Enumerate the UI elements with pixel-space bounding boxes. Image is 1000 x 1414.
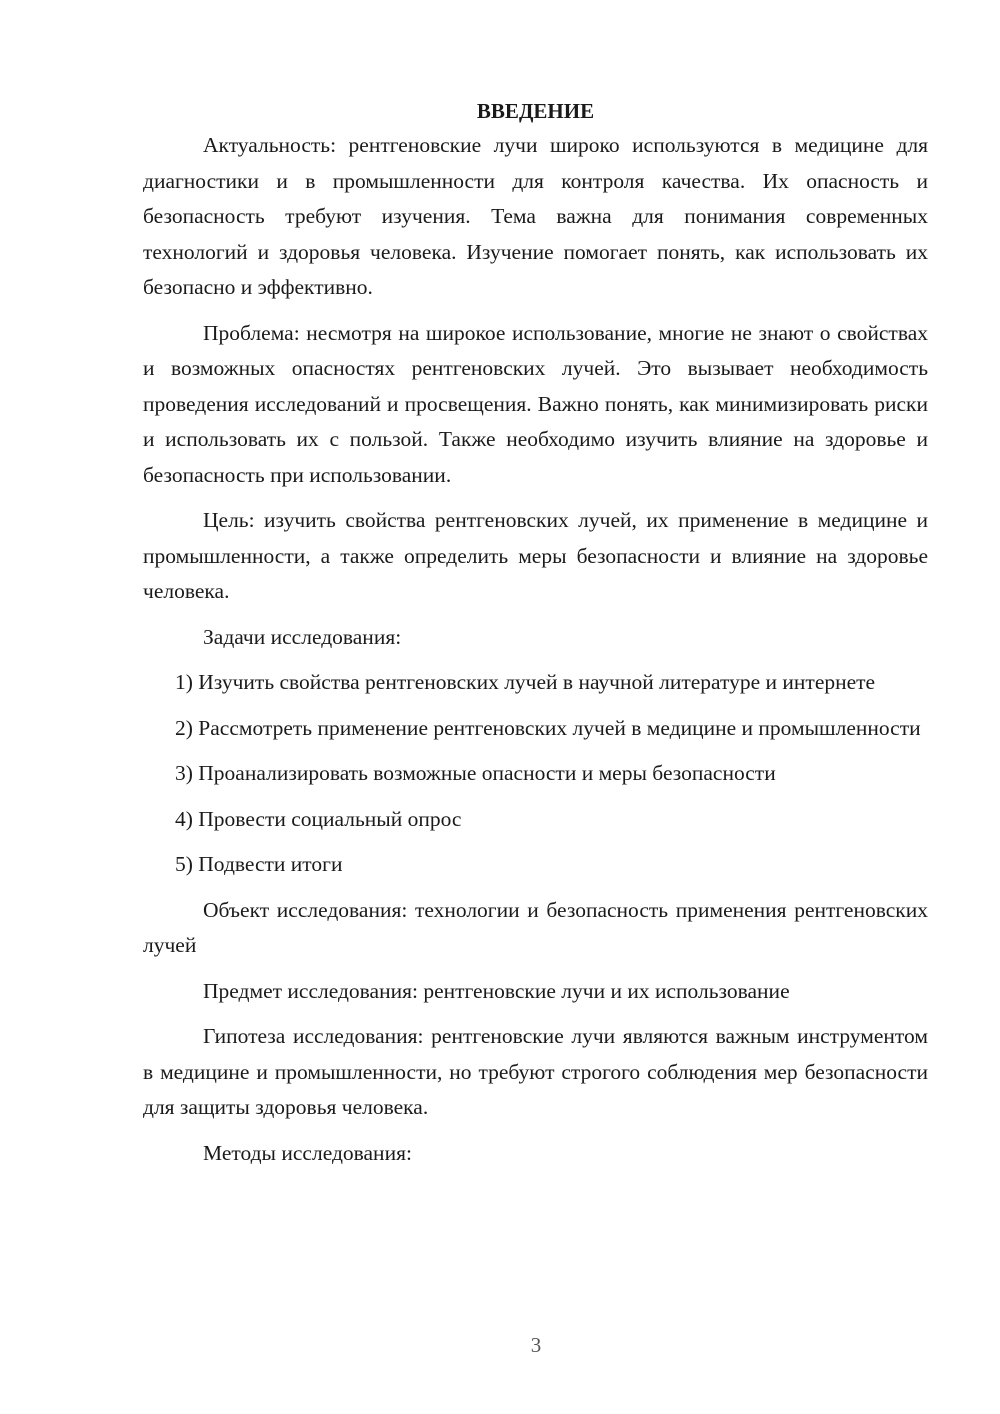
tasks-heading: Задачи исследования: <box>203 624 402 649</box>
subject-paragraph: Предмет исследования: рентгеновские лучи и их использование <box>203 978 790 1003</box>
task-item-2: 2) Рассмотреть применение рентгеновских лучей в медицине и промышленности <box>175 715 921 740</box>
document-page <box>143 96 928 1171</box>
methods-heading: Методы исследования: <box>203 1140 412 1165</box>
goal-paragraph: Цель: изучить свойства рентгеновских лучей, их применение в медицине и промышленности, а также определить меры безопасности и влияние на здоровье человека. <box>143 508 928 603</box>
task-item-3: 3) Проанализировать возможные опасности и меры безопасности <box>175 761 776 785</box>
task-item-4: 4) Провести социальный опрос <box>175 806 462 831</box>
page-title: ВВЕДЕНИЕ <box>476 99 595 123</box>
task-item-5: 5) Подвести итоги <box>175 852 343 876</box>
object-paragraph: Объект исследования: технологии и безопасность применения рентгеновских лучей <box>143 897 928 957</box>
page-number: 3 <box>530 1333 542 1357</box>
problem-paragraph: Проблема: несмотря на широкое использование, многие не знают о свойствах и возможных опасностях рентгеновских лучей. Это вызывает необходимость проведения исследований и просвещения. Важно понять, как минимизировать риски и использовать их с пользой. Также необходимо изучить влияние на здоровье и безопасность при использовании. <box>143 320 928 487</box>
relevance-paragraph: Актуальность: рентгеновские лучи широко используются в медицине для диагностики и в промышленности для контроля качества. Их опасность и безопасность требуют изучения. Тема важна для понимания современных технологий и здоровья человека. Изучение помогает понять, как использовать их безопасно и эффективно. <box>143 133 928 299</box>
hypothesis-paragraph: Гипотеза исследования: рентгеновские лучи являются важным инструментом в медицине и промышленности, но требуют строгого соблюдения мер безопасности для защиты здоровья человека. <box>143 1024 928 1119</box>
task-item-1: 1) Изучить свойства рентгеновских лучей в научной литературе и интернете <box>175 670 876 694</box>
